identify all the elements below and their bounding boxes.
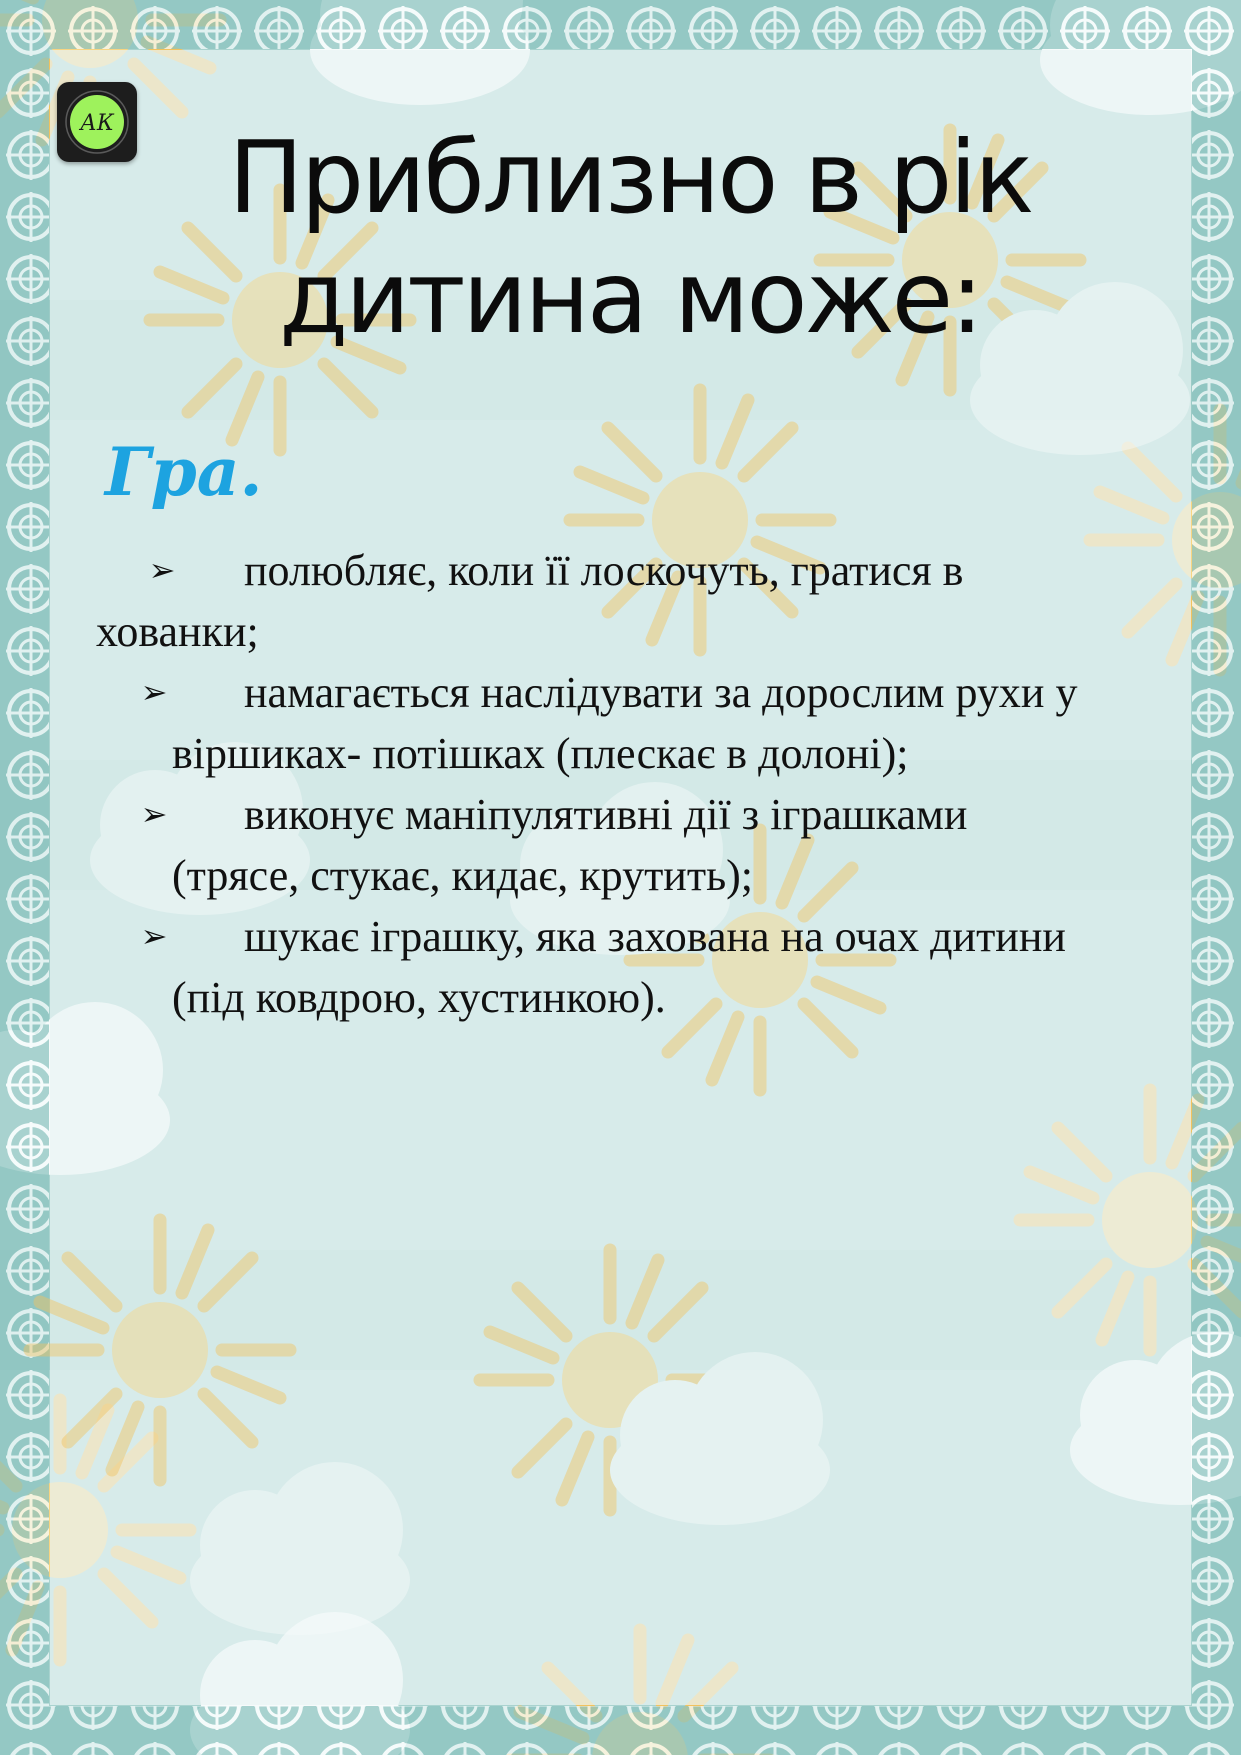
arrow-bullet-icon: ➢ xyxy=(140,795,168,833)
arrow-bullet-icon: ➢ xyxy=(140,917,168,955)
arrow-bullet-icon: ➢ xyxy=(140,673,168,711)
list-item-text: шукає іграшку, яка захована на очах дитини (під ковдрою, хустинкою). xyxy=(172,912,1066,1022)
list-item-text: намагається наслідувати за дорослим рухи у віршиках- потішках (плескає в долоні); xyxy=(172,668,1078,778)
list-item xyxy=(96,540,1086,662)
section-heading: Гра. xyxy=(105,433,263,511)
list-item-text: полюбляє, коли її лоскочуть, гратися в хованки; xyxy=(96,546,964,656)
arrow-bullet-icon: ➢ xyxy=(148,551,176,589)
logo-label: АК xyxy=(80,111,114,136)
page-title: Приблизно в рік дитина може: xyxy=(228,119,1032,356)
list-item xyxy=(96,906,1086,1028)
logo-circle-icon xyxy=(57,82,137,162)
skills-list xyxy=(96,540,1086,1028)
list-item xyxy=(96,662,1086,784)
list-item-text: виконує маніпулятивні дії з іграшками (трясе, стукає, кидає, крутить); xyxy=(172,790,968,900)
logo-badge-icon xyxy=(57,82,137,162)
list-item xyxy=(96,784,1086,906)
